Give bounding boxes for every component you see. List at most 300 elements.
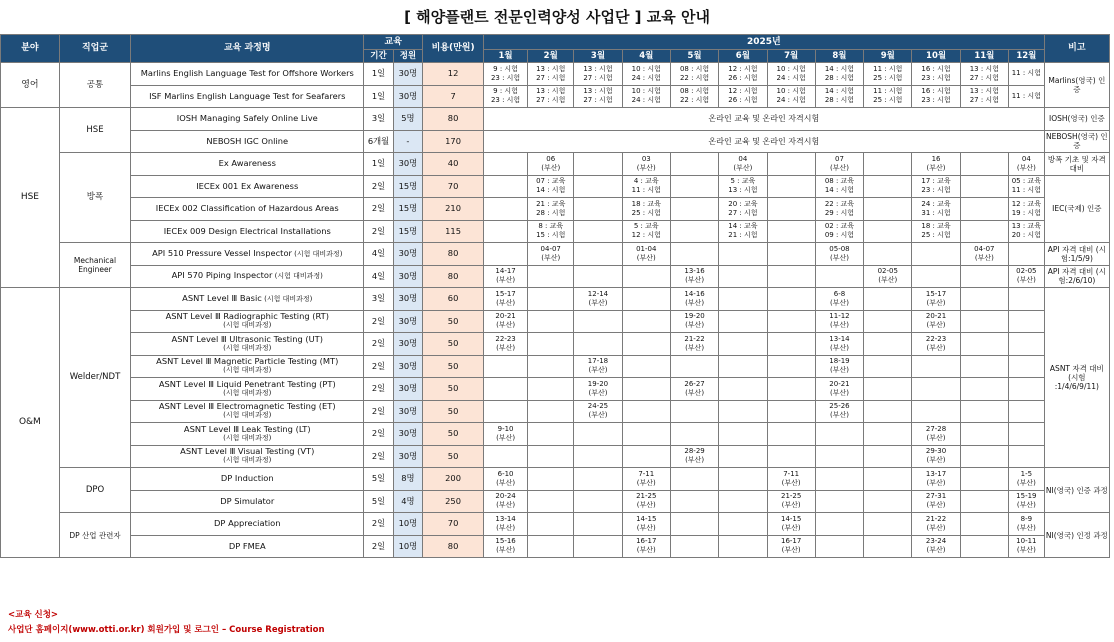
fee-cell: 80 xyxy=(423,108,484,131)
month-schedule-cell xyxy=(484,220,528,243)
month-schedule-cell: 21-22 (부산) xyxy=(912,513,960,536)
month-schedule-cell: 04-07 (부산) xyxy=(528,243,574,266)
capacity-cell: 30명 xyxy=(393,63,422,86)
header-group: 직업군 xyxy=(59,35,130,63)
duration-cell: 2일 xyxy=(364,400,393,423)
fee-cell: 70 xyxy=(423,513,484,536)
month-schedule-cell xyxy=(864,198,912,221)
course-name-cell xyxy=(131,535,364,558)
month-schedule-cell: 13 : 시험 27 : 시험 xyxy=(960,63,1008,86)
month-schedule-cell xyxy=(670,490,718,513)
month-schedule-cell xyxy=(912,400,960,423)
month-schedule-cell xyxy=(960,333,1008,356)
course-name: ASNT Level Ⅲ Magnetic Particle Testing (MT) xyxy=(156,356,339,367)
header-month: 3월 xyxy=(574,50,622,63)
month-schedule-cell: 07 : 교육 14 : 시험 xyxy=(528,175,574,198)
month-schedule-cell xyxy=(622,333,670,356)
month-schedule-cell: 12 : 시험 26 : 시험 xyxy=(719,63,767,86)
course-sub: (시험 대비과정) xyxy=(223,411,272,420)
month-schedule-cell xyxy=(622,355,670,378)
duration-cell: 1일 xyxy=(364,85,393,108)
fee-cell: 40 xyxy=(423,153,484,176)
table-row xyxy=(1,198,1110,221)
duration-cell: 2일 xyxy=(364,333,393,356)
month-schedule-cell xyxy=(1009,355,1045,378)
month-schedule-cell xyxy=(719,513,767,536)
course-name: DP FMEA xyxy=(228,540,266,551)
course-name: ISF Marlins English Language Test for Seafarers xyxy=(149,90,346,101)
month-schedule-cell xyxy=(864,423,912,446)
month-schedule-cell: 21 : 교육 28 : 시험 xyxy=(528,198,574,221)
month-schedule-cell xyxy=(912,243,960,266)
month-schedule-cell: 04 (부산) xyxy=(1009,153,1045,176)
capacity-cell: 30명 xyxy=(393,265,422,288)
month-schedule-cell xyxy=(1009,333,1045,356)
month-schedule-cell: 13-16 (부산) xyxy=(670,265,718,288)
month-schedule-cell: 26-27 (부산) xyxy=(670,378,718,401)
course-name-cell xyxy=(131,220,364,243)
month-schedule-cell xyxy=(528,490,574,513)
duration-cell: 2일 xyxy=(364,423,393,446)
month-schedule-cell: 15-17 (부산) xyxy=(484,288,528,311)
page-title: [ 해양플랜트 전문인력양성 사업단 ] 교육 안내 xyxy=(404,8,710,26)
month-schedule-cell: 27-31 (부산) xyxy=(912,490,960,513)
month-schedule-cell xyxy=(815,468,863,491)
month-schedule-cell: 05-08 (부산) xyxy=(815,243,863,266)
month-schedule-cell xyxy=(912,355,960,378)
course-name: ASNT Level Ⅲ Visual Testing (VT) xyxy=(180,446,315,457)
month-schedule-cell xyxy=(719,355,767,378)
month-schedule-cell xyxy=(622,400,670,423)
month-schedule-cell: 11 : 시험 xyxy=(1009,85,1045,108)
month-schedule-cell xyxy=(574,513,622,536)
duration-cell: 5일 xyxy=(364,468,393,491)
month-schedule-cell xyxy=(912,378,960,401)
month-schedule-cell: 13 : 시험 27 : 시험 xyxy=(574,85,622,108)
month-schedule-cell xyxy=(670,355,718,378)
month-schedule-cell: 03 (부산) xyxy=(622,153,670,176)
month-schedule-cell xyxy=(767,423,815,446)
course-name: ASNT Level Ⅲ Radiographic Testing (RT) xyxy=(165,311,329,322)
duration-cell: 3일 xyxy=(364,288,393,311)
month-schedule-cell xyxy=(815,513,863,536)
month-schedule-cell: 24-25 (부산) xyxy=(574,400,622,423)
month-schedule-cell xyxy=(960,220,1008,243)
month-schedule-cell xyxy=(767,198,815,221)
month-schedule-cell xyxy=(960,153,1008,176)
fee-cell: 80 xyxy=(423,535,484,558)
field-cell: 영어 xyxy=(1,63,60,108)
header-month: 2월 xyxy=(528,50,574,63)
capacity-cell: 4명 xyxy=(393,490,422,513)
month-schedule-cell xyxy=(767,153,815,176)
month-schedule-cell: 21-22 (부산) xyxy=(670,333,718,356)
month-schedule-cell xyxy=(767,400,815,423)
fee-cell: 200 xyxy=(423,468,484,491)
group-cell: DP 산업 관련자 xyxy=(59,513,130,558)
month-schedule-cell xyxy=(622,445,670,468)
header-month: 12월 xyxy=(1009,50,1045,63)
table-row xyxy=(1,310,1110,333)
month-schedule-cell xyxy=(574,153,622,176)
fee-cell: 80 xyxy=(423,265,484,288)
month-schedule-cell xyxy=(484,445,528,468)
header-month: 6월 xyxy=(719,50,767,63)
month-schedule-cell: 14-15 (부산) xyxy=(622,513,670,536)
month-schedule-cell xyxy=(960,265,1008,288)
month-schedule-cell: 07 (부산) xyxy=(815,153,863,176)
fee-cell: 50 xyxy=(423,355,484,378)
month-schedule-cell xyxy=(1009,288,1045,311)
month-schedule-cell xyxy=(574,220,622,243)
month-schedule-cell: 11 : 시험 xyxy=(1009,63,1045,86)
duration-cell: 2일 xyxy=(364,513,393,536)
month-schedule-cell xyxy=(960,513,1008,536)
month-schedule-cell: 15-16 (부산) xyxy=(484,535,528,558)
header-month: 8월 xyxy=(815,50,863,63)
header-fee: 비용(만원) xyxy=(423,35,484,63)
month-schedule-cell xyxy=(864,175,912,198)
note-cell: NI(영국) 인증 과정 xyxy=(1044,468,1109,513)
month-schedule-cell xyxy=(574,333,622,356)
month-schedule-cell xyxy=(574,243,622,266)
note-cell: ASNT 자격 대비 (시험 :1/4/6/9/11) xyxy=(1044,288,1109,468)
note-cell: 방폭 기초 및 자격 대비 xyxy=(1044,153,1109,176)
table-row xyxy=(1,265,1110,288)
header-course: 교육 과정명 xyxy=(131,35,364,63)
header-edu: 교육 xyxy=(364,35,423,50)
fee-cell: 50 xyxy=(423,310,484,333)
month-schedule-cell: 14 : 시험 28 : 시험 xyxy=(815,85,863,108)
month-schedule-cell: 13 : 시험 27 : 시험 xyxy=(960,85,1008,108)
month-schedule-cell xyxy=(1009,445,1045,468)
month-schedule-cell: 02 : 교육 09 : 시험 xyxy=(815,220,863,243)
month-schedule-cell xyxy=(574,468,622,491)
online-schedule-cell: 온라인 교육 및 온라인 자격시험 xyxy=(484,108,1045,131)
month-schedule-cell: 27-28 (부산) xyxy=(912,423,960,446)
course-name: DP Induction xyxy=(220,473,274,484)
month-schedule-cell: 02-05 (부산) xyxy=(1009,265,1045,288)
month-schedule-cell: 1-5 (부산) xyxy=(1009,468,1045,491)
month-schedule-cell xyxy=(815,265,863,288)
fee-cell: 210 xyxy=(423,198,484,221)
capacity-cell: 8명 xyxy=(393,468,422,491)
month-schedule-cell: 13-17 (부산) xyxy=(912,468,960,491)
header-capacity: 정원 xyxy=(393,50,422,63)
course-schedule-table xyxy=(0,34,1110,558)
course-name-cell xyxy=(131,288,364,311)
month-schedule-cell xyxy=(767,220,815,243)
duration-cell: 2일 xyxy=(364,445,393,468)
month-schedule-cell xyxy=(528,535,574,558)
header-duration: 기간 xyxy=(364,50,393,63)
course-name: ASNT Level Ⅲ Basic xyxy=(182,292,262,303)
course-name-cell xyxy=(131,243,364,266)
course-name-cell xyxy=(131,63,364,86)
month-schedule-cell: 7-11 (부산) xyxy=(767,468,815,491)
course-name-cell xyxy=(131,423,364,446)
month-schedule-cell: 02-05 (부산) xyxy=(864,265,912,288)
month-schedule-cell xyxy=(1009,400,1045,423)
fee-cell: 50 xyxy=(423,445,484,468)
month-schedule-cell: 8-9 (부산) xyxy=(1009,513,1045,536)
month-schedule-cell xyxy=(574,445,622,468)
month-schedule-cell xyxy=(484,243,528,266)
duration-cell: 2일 xyxy=(364,535,393,558)
month-schedule-cell xyxy=(574,490,622,513)
month-schedule-cell: 17-18 (부산) xyxy=(574,355,622,378)
course-name: API 510 Pressure Vessel Inspector xyxy=(152,247,292,258)
fee-cell: 50 xyxy=(423,400,484,423)
duration-cell: 1일 xyxy=(364,153,393,176)
duration-cell: 1일 xyxy=(364,63,393,86)
capacity-cell: 30명 xyxy=(393,243,422,266)
duration-cell: 2일 xyxy=(364,378,393,401)
month-schedule-cell xyxy=(622,423,670,446)
course-sub: (시험 대비과정) xyxy=(223,433,272,442)
header-month: 7월 xyxy=(767,50,815,63)
field-cell: HSE xyxy=(1,108,60,288)
capacity-cell: 30명 xyxy=(393,288,422,311)
month-schedule-cell: 13 : 교육 20 : 시험 xyxy=(1009,220,1045,243)
month-schedule-cell: 06 (부산) xyxy=(528,153,574,176)
table-row xyxy=(1,85,1110,108)
course-name-cell xyxy=(131,310,364,333)
month-schedule-cell xyxy=(1009,378,1045,401)
month-schedule-cell xyxy=(670,513,718,536)
month-schedule-cell: 08 : 시험 22 : 시험 xyxy=(670,63,718,86)
course-name-cell xyxy=(131,265,364,288)
month-schedule-cell: 01-04 (부산) xyxy=(622,243,670,266)
table-row xyxy=(1,535,1110,558)
month-schedule-cell xyxy=(864,468,912,491)
course-name-cell xyxy=(131,400,364,423)
table-row xyxy=(1,175,1110,198)
table-body xyxy=(1,63,1110,558)
month-schedule-cell xyxy=(719,288,767,311)
table-row xyxy=(1,423,1110,446)
month-schedule-cell: 11 : 시험 25 : 시험 xyxy=(864,63,912,86)
month-schedule-cell: 08 : 교육 14 : 시험 xyxy=(815,175,863,198)
month-schedule-cell: 22-23 (부산) xyxy=(484,333,528,356)
month-schedule-cell: 16 : 시험 23 : 시험 xyxy=(912,63,960,86)
month-schedule-cell: 20-24 (부산) xyxy=(484,490,528,513)
capacity-cell: 30명 xyxy=(393,310,422,333)
course-sub: (시험 대비과정) xyxy=(223,321,272,330)
fee-cell: 70 xyxy=(423,175,484,198)
table-row xyxy=(1,513,1110,536)
month-schedule-cell: 08 : 시험 22 : 시험 xyxy=(670,85,718,108)
month-schedule-cell xyxy=(670,153,718,176)
month-schedule-cell xyxy=(960,288,1008,311)
month-schedule-cell xyxy=(960,400,1008,423)
month-schedule-cell xyxy=(528,355,574,378)
month-schedule-cell: 12-14 (부산) xyxy=(574,288,622,311)
duration-cell: 2일 xyxy=(364,175,393,198)
month-schedule-cell xyxy=(912,265,960,288)
month-schedule-cell xyxy=(622,310,670,333)
group-cell: Welder/NDT xyxy=(59,288,130,468)
month-schedule-cell xyxy=(670,220,718,243)
month-schedule-cell xyxy=(719,468,767,491)
month-schedule-cell: 6-8 (부산) xyxy=(815,288,863,311)
capacity-cell: 5명 xyxy=(393,108,422,131)
month-schedule-cell xyxy=(960,175,1008,198)
month-schedule-cell xyxy=(622,378,670,401)
duration-cell: 6개월 xyxy=(364,130,393,153)
month-schedule-cell xyxy=(622,265,670,288)
month-schedule-cell: 10 : 시험 24 : 시험 xyxy=(767,85,815,108)
capacity-cell: 15명 xyxy=(393,175,422,198)
month-schedule-cell: 16-17 (부산) xyxy=(622,535,670,558)
month-schedule-cell xyxy=(864,153,912,176)
month-schedule-cell: 12 : 시험 26 : 시험 xyxy=(719,85,767,108)
table-row xyxy=(1,288,1110,311)
course-name: DP Simulator xyxy=(220,495,275,506)
month-schedule-cell xyxy=(670,468,718,491)
header-year: 2025년 xyxy=(484,35,1045,50)
month-schedule-cell: 14-15 (부산) xyxy=(767,513,815,536)
apply-text: 사업단 홈페이지(www.otti.or.kr) 회원가입 및 로그인 – Course Registration xyxy=(8,625,325,635)
month-schedule-cell xyxy=(484,400,528,423)
month-schedule-cell xyxy=(815,445,863,468)
month-schedule-cell: 18-19 (부산) xyxy=(815,355,863,378)
month-schedule-cell xyxy=(960,468,1008,491)
month-schedule-cell: 18 : 교육 25 : 시험 xyxy=(622,198,670,221)
month-schedule-cell: 10-11 (부산) xyxy=(1009,535,1045,558)
header-month: 1월 xyxy=(484,50,528,63)
month-schedule-cell xyxy=(1009,310,1045,333)
month-schedule-cell xyxy=(864,378,912,401)
month-schedule-cell: 6-10 (부산) xyxy=(484,468,528,491)
table-row xyxy=(1,63,1110,86)
month-schedule-cell: 21-25 (부산) xyxy=(767,490,815,513)
month-schedule-cell: 8 : 교육 15 : 시험 xyxy=(528,220,574,243)
course-name: Ex Awareness xyxy=(218,158,276,169)
duration-cell: 4일 xyxy=(364,243,393,266)
month-schedule-cell: 13 : 시험 27 : 시험 xyxy=(528,63,574,86)
table-row xyxy=(1,445,1110,468)
capacity-cell: 10명 xyxy=(393,513,422,536)
month-schedule-cell xyxy=(719,400,767,423)
month-schedule-cell: 05 : 교육 11 : 시험 xyxy=(1009,175,1045,198)
month-schedule-cell: 14-17 (부산) xyxy=(484,265,528,288)
capacity-cell: 15명 xyxy=(393,198,422,221)
fee-cell: 50 xyxy=(423,378,484,401)
month-schedule-cell xyxy=(528,378,574,401)
course-name-cell xyxy=(131,175,364,198)
month-schedule-cell xyxy=(528,423,574,446)
course-name-cell xyxy=(131,378,364,401)
month-schedule-cell: 25-26 (부산) xyxy=(815,400,863,423)
month-schedule-cell: 29-30 (부산) xyxy=(912,445,960,468)
month-schedule-cell xyxy=(960,310,1008,333)
month-schedule-cell: 9 : 시험 23 : 시험 xyxy=(484,63,528,86)
course-sub: (시험 대비과정) xyxy=(272,272,323,281)
month-schedule-cell xyxy=(484,198,528,221)
capacity-cell: 30명 xyxy=(393,378,422,401)
month-schedule-cell xyxy=(484,378,528,401)
header-month: 5월 xyxy=(670,50,718,63)
course-sub: (시험 대비과정) xyxy=(223,388,272,397)
month-schedule-cell: 19-20 (부산) xyxy=(574,378,622,401)
fee-cell: 50 xyxy=(423,333,484,356)
month-schedule-cell: 11-12 (부산) xyxy=(815,310,863,333)
month-schedule-cell: 10 : 시험 24 : 시험 xyxy=(622,85,670,108)
month-schedule-cell: 5 : 교육 13 : 시험 xyxy=(719,175,767,198)
month-schedule-cell: 20-21 (부산) xyxy=(484,310,528,333)
month-schedule-cell: 23-24 (부산) xyxy=(912,535,960,558)
course-name: Marlins English Language Test for Offshore Workers xyxy=(140,68,354,79)
month-schedule-cell: 22-23 (부산) xyxy=(912,333,960,356)
capacity-cell: 30명 xyxy=(393,85,422,108)
month-schedule-cell xyxy=(484,175,528,198)
course-sub: (시험 대비과정) xyxy=(261,294,313,303)
month-schedule-cell: 20 : 교육 27 : 시험 xyxy=(719,198,767,221)
capacity-cell: 10명 xyxy=(393,535,422,558)
month-schedule-cell xyxy=(719,310,767,333)
group-cell: DPO xyxy=(59,468,130,513)
month-schedule-cell xyxy=(864,288,912,311)
month-schedule-cell xyxy=(864,535,912,558)
month-schedule-cell xyxy=(815,535,863,558)
month-schedule-cell xyxy=(670,400,718,423)
month-schedule-cell xyxy=(528,513,574,536)
course-name-cell xyxy=(131,490,364,513)
duration-cell: 5일 xyxy=(364,490,393,513)
month-schedule-cell xyxy=(484,153,528,176)
month-schedule-cell xyxy=(670,535,718,558)
duration-cell: 2일 xyxy=(364,220,393,243)
course-name-cell xyxy=(131,445,364,468)
capacity-cell: 30명 xyxy=(393,333,422,356)
month-schedule-cell: 16-17 (부산) xyxy=(767,535,815,558)
group-cell: 방폭 xyxy=(59,153,130,243)
month-schedule-cell xyxy=(864,333,912,356)
month-schedule-cell xyxy=(864,243,912,266)
month-schedule-cell xyxy=(574,265,622,288)
note-cell: Marlins(영국) 인증 xyxy=(1044,63,1109,108)
month-schedule-cell xyxy=(960,445,1008,468)
table-row xyxy=(1,355,1110,378)
course-name: API 570 Piping Inspector xyxy=(171,270,273,281)
course-name-cell xyxy=(131,513,364,536)
month-schedule-cell: 14 : 시험 28 : 시험 xyxy=(815,63,863,86)
header-note: 비고 xyxy=(1044,35,1109,63)
month-schedule-cell: 14-16 (부산) xyxy=(670,288,718,311)
course-name: NEBOSH IGC Online xyxy=(206,135,289,146)
month-schedule-cell xyxy=(767,175,815,198)
table-row xyxy=(1,153,1110,176)
course-name: ASNT Level Ⅲ Electromagnetic Testing (ET) xyxy=(158,401,336,412)
month-schedule-cell xyxy=(719,535,767,558)
capacity-cell: - xyxy=(393,130,422,153)
month-schedule-cell xyxy=(528,468,574,491)
month-schedule-cell: 18 : 교육 25 : 시험 xyxy=(912,220,960,243)
month-schedule-cell: 11 : 시험 25 : 시험 xyxy=(864,85,912,108)
course-sub: (시험 대비과정) xyxy=(291,249,343,258)
course-name: IOSH Managing Safely Online Live xyxy=(176,113,318,124)
month-schedule-cell xyxy=(719,333,767,356)
capacity-cell: 30명 xyxy=(393,400,422,423)
note-cell: IOSH(영국) 인증 xyxy=(1044,108,1109,131)
month-schedule-cell: 21-25 (부산) xyxy=(622,490,670,513)
month-schedule-cell: 9 : 시험 23 : 시험 xyxy=(484,85,528,108)
fee-cell: 80 xyxy=(423,243,484,266)
course-name: ASNT Level Ⅲ Ultrasonic Testing (UT) xyxy=(171,333,323,344)
month-schedule-cell xyxy=(719,378,767,401)
table-row xyxy=(1,468,1110,491)
